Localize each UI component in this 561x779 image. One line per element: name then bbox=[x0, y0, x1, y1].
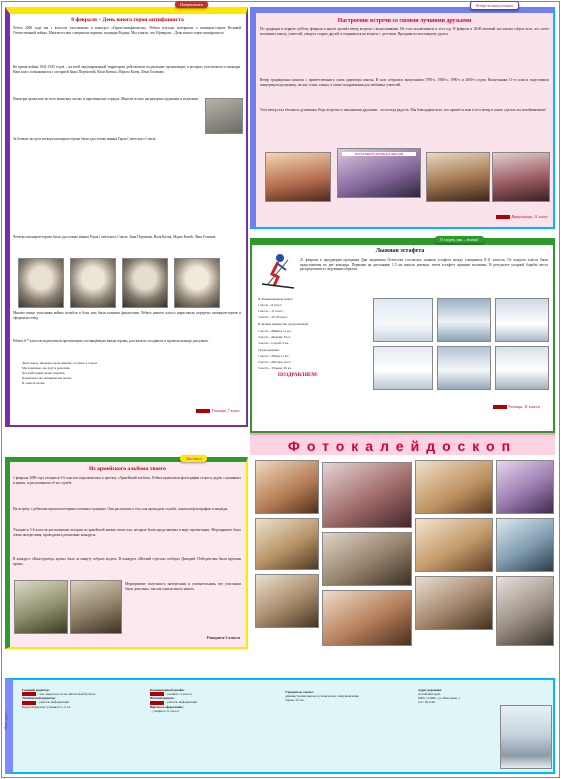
ski-result-8: 2 место—Наталья, 9 кл.; bbox=[258, 360, 292, 364]
photo-ski-1 bbox=[373, 298, 433, 342]
signature-text: Ученица, 7 класс bbox=[211, 408, 240, 413]
footer-col-1-line-4: Корреспонденты: учащиеся 5-11 кл. bbox=[22, 704, 72, 709]
photo-ski-6 bbox=[495, 346, 549, 390]
article-army-signature: Учащиеся 5 класса bbox=[206, 635, 240, 640]
reunion-banner-text: ВСЕМ ВЫПУСКНИКАМ ШКОЛЫ bbox=[342, 152, 416, 156]
footer-col-4-line-2: МОУ «СОШ», ул. Школьная, 1 bbox=[418, 696, 461, 700]
footer-col-2-title: Компьютерный дизайн: bbox=[150, 688, 185, 692]
section-tag-patriotism: Патриотизм bbox=[175, 1, 208, 8]
footer-col-2-line-2: Фотоматериалы: bbox=[150, 696, 175, 701]
footer-col-4 bbox=[418, 688, 498, 704]
kaleidoscope-photo-3 bbox=[415, 460, 493, 514]
ski-result-5: 2 место—Максим, 8 кл.; bbox=[258, 335, 292, 339]
article-army-p1: 1 февраля 2009 года учащиеся 5-6 классов подключились к проекту «Армейский альбом». Ребята приносили фотографии отцов и дедов, служивших в армии, и рассказывали об их службе. bbox=[13, 476, 241, 485]
kaleidoscope-photo-11 bbox=[415, 576, 493, 630]
footer-col-4-line-1: Алтайский край, bbox=[418, 692, 441, 696]
photo-reunion-3 bbox=[426, 152, 490, 202]
poem-line-5: И сами её споём. bbox=[22, 381, 46, 385]
footer-vertical-label: Наш адрес: bbox=[3, 710, 8, 730]
photo-army-1 bbox=[14, 580, 68, 634]
article-army-p5: Мероприятие получилось интересным и увлекательным, все участники были довольны, так как узнали много нового. bbox=[125, 582, 241, 591]
portrait-1 bbox=[18, 258, 64, 308]
article-heroes-p5: Четверо пионеров-героев были удостоены звания Героя Советского Союза: Зина Портнова, Валя Котик, Марат Казей, Лёня Голиков. bbox=[13, 235, 217, 239]
article-reunion-p3: Этот вечер стал тёплым и душевным. Ведь встречи со школьными друзьями – это всегда радость. Мы благодарим всех, кто пришёл к нам в этот вечер и помог сделать его незабываемым! bbox=[260, 108, 546, 112]
footer-col-2-line-1-text: – ученица 11 класса bbox=[164, 692, 192, 696]
kaleidoscope-photo-12 bbox=[496, 576, 554, 646]
ski-congrats: ПОЗДРАВЛЯЕМ! bbox=[278, 373, 318, 378]
signature-text: Выпускница, 11 класс bbox=[511, 214, 548, 219]
photo-army-2 bbox=[70, 580, 122, 634]
photo-ski-3 bbox=[495, 298, 549, 342]
footer-col-2-line-3-text: – учитель информатики bbox=[164, 700, 198, 705]
ski-result-6: 3 место—Сергей, 9 кл. bbox=[258, 341, 289, 345]
footer-col-2-line-4: Вёрстка и оформление: bbox=[150, 704, 184, 709]
footer-col-1 bbox=[22, 688, 132, 709]
banner-title: Фотокалейдоскоп bbox=[287, 438, 518, 454]
photo-reunion-2 bbox=[337, 148, 421, 198]
ski-girls-label: Среди девушек: bbox=[258, 348, 280, 352]
kaleidoscope-photo-5 bbox=[255, 518, 319, 570]
kaleidoscope-photo-1 bbox=[255, 460, 319, 514]
article-heroes-p7: Ребята 6-7 классов подготовили презентацию, посвящённую юным героям, рассказали о подвигах и провели конкурс рисунков. bbox=[13, 339, 209, 343]
article-reunion-title: Настроение встречи со своими лучшими друзьями bbox=[337, 18, 472, 24]
footer-col-1-line-1-text: – зам. директора по воспитательной работе bbox=[36, 692, 96, 696]
section-tag-sport: О спорт, ты – жизнь! bbox=[435, 236, 484, 243]
poem-line-1: Знает народ, пионеры-герои навечно остались в строю! bbox=[22, 361, 98, 365]
article-army-p3: Учащиеся 5-6 классов рассказывали истории из армейской жизни своих пап, которые были представлены в виде презентации. Мероприятие было очень интересным, проводились различные конкурсы. bbox=[13, 528, 241, 537]
portrait-3 bbox=[122, 258, 168, 308]
kaleidoscope-photo-4 bbox=[496, 460, 554, 514]
footer-col-2-line-5: – учащиеся 11 класса bbox=[150, 708, 180, 713]
footer-col-3-line-2: Тираж: 50 экз. bbox=[285, 698, 305, 702]
article-ski-signature bbox=[400, 404, 540, 409]
footer-col-1-title: Главный редактор: bbox=[22, 688, 50, 692]
photo-reunion-4 bbox=[492, 152, 550, 202]
portrait-4 bbox=[174, 258, 220, 308]
ski-result-3: 3 место—10, 9б класс. bbox=[258, 315, 289, 319]
footer-col-3-title: Учредитель газеты: bbox=[285, 690, 314, 694]
article-ski-p1: 21 февраля в преддверии праздника Дня защитника Отечества состоялась лыжная эстафета между учащимися 8-11 классов. От каждого класса были представлены по две команды. Первыми на дистанцию 1,5 км вышли девочки, затем эстафету приняли мальчики. В результате упорной борьбы места распределились следующим образом. bbox=[300, 258, 548, 272]
ski-total-label: В общекомандном зачёте: bbox=[258, 297, 293, 301]
article-reunion-signature bbox=[400, 214, 548, 219]
footer-col-3 bbox=[285, 690, 395, 702]
footer-col-4-line-3: тел.: 00-0-00 bbox=[418, 700, 435, 704]
ski-result-2: 2 место—11 класс; bbox=[258, 309, 284, 313]
ski-result-4: 1 место—Никита, 11 кл.; bbox=[258, 329, 292, 333]
article-reunion-p1: По традиции в первую субботу февраля в школе прошёл вечер встречи с выпускниками. Не стал исключением и этот год. В феврале в 18:00 актовый зал школы собрал всех, кто хочет вспомнить школу, учителей, увидеть старых друзей и отправиться на встречу с детством. Праздник по-настоящему удался. bbox=[260, 27, 549, 36]
portrait-2 bbox=[70, 258, 116, 308]
footer-col-2 bbox=[150, 688, 260, 713]
photo-pioneers-group bbox=[205, 98, 243, 134]
article-army-p4: В конкурсе «Конструктор» нужно было за минуту собрать модель. В конкурсе «Меткий стрелок» победил Дмитрий. Победителям были вручены призы. bbox=[13, 557, 241, 566]
poem-line-2: Мы и жизнью, мы друг и ровесник, bbox=[22, 366, 71, 370]
kaleidoscope-photo-10 bbox=[322, 590, 412, 646]
article-heroes-signature bbox=[120, 408, 240, 413]
ski-result-1: 1 место—8 класс; bbox=[258, 303, 283, 307]
article-heroes-p6: Многие юные участники войны погибли в боях или были казнены фашистами. Ребята нашего класса нарисовали портреты пионеров-героев и оформили стенд. bbox=[13, 311, 241, 320]
ski-result-7: 1 место—Юлия, 11 кл.; bbox=[258, 354, 290, 358]
photo-school-building bbox=[500, 705, 552, 769]
article-army-title: Из армейского альбома твоего bbox=[89, 466, 166, 472]
kaleidoscope-photo-9 bbox=[255, 574, 319, 628]
skier-icon bbox=[258, 250, 298, 290]
article-heroes-title: 8 февраля – День юного героя-антифашиста bbox=[71, 17, 184, 23]
article-heroes-p2: Во время войны 1941-1945 годов – на всей оккупированной территории действовали подпольные организации, в которых участвовали и пионеры. Наш класс познакомился с историей Зины Портновой, Вали Котика, Марата Казея, Лёни Голикова. bbox=[13, 65, 241, 74]
poem-line-3: Детский подвиг вечно помнить, bbox=[22, 371, 66, 375]
section-tag-reunion: Встреча выпускников bbox=[470, 1, 519, 10]
signature-text: Ученица, 11 класса bbox=[507, 404, 540, 409]
article-heroes-p4: За боевые заслуги четверо пионеров-героев были удостоены звания Героя Советского Союза. bbox=[13, 137, 157, 141]
photo-ski-2 bbox=[437, 298, 491, 342]
article-heroes-p1: Летом 2006 года мы с классом участвовали в конкурсе «Герои-антифашисты». Ребята изучали материалы о пионерах-героях Великой Отечественной войны. Многие из них совершали подвиги, защищая Родину. Мы узнали, что 8 февраля – День юного героя-антифашиста. bbox=[13, 26, 241, 35]
photo-ski-5 bbox=[437, 346, 491, 390]
photo-reunion-1 bbox=[265, 152, 331, 202]
ski-result-9: 3 место—Татьяна, 9б кл. bbox=[258, 366, 292, 370]
kaleidoscope-photo-2 bbox=[322, 462, 412, 528]
article-ski-title: Лыжная эстафета bbox=[375, 248, 425, 254]
article-reunion-p2: Вечер традиционно начался с приветственного слова директора школы. В зале собрались выпускники 1970-х, 1980-х, 1990-х и 2000-х годов. Выпускники 11-го класса подготовили концертную программу, песни, стихи, танцы, а также поздравления для любимых учителей. bbox=[260, 78, 549, 87]
article-army-p2: На встречу с ребятами пришли ветераны и военнослужащие. Они рассказали о том, как проходила служба, показали фотографии и награды. bbox=[13, 507, 229, 511]
poem-line-4: Подвиги их мы запомним как песню bbox=[22, 376, 72, 380]
article-heroes-p3: Пионеры сражались во всех воинских частях и партизанских отрядах. Многие из них награждены орденами и медалями. bbox=[13, 97, 199, 101]
kaleidoscope-photo-8 bbox=[496, 518, 554, 572]
photo-ski-4 bbox=[373, 346, 433, 390]
footer-col-1-line-2: Технический редактор: bbox=[22, 696, 56, 701]
section-tag-it-was: Это было bbox=[180, 455, 207, 462]
footer-col-3-line-1: администрация школы и ученическое самоуправление bbox=[285, 694, 359, 698]
footer-col-1-line-3-text: – учитель информатики bbox=[36, 700, 70, 705]
photo-kaleidoscope-banner bbox=[250, 433, 555, 455]
kaleidoscope-photo-7 bbox=[415, 518, 493, 572]
kaleidoscope-photo-6 bbox=[322, 532, 412, 586]
footer-col-4-title: Адрес редакции: bbox=[418, 688, 443, 692]
ski-individual-label: В личном первенстве среди юношей: bbox=[258, 322, 309, 326]
